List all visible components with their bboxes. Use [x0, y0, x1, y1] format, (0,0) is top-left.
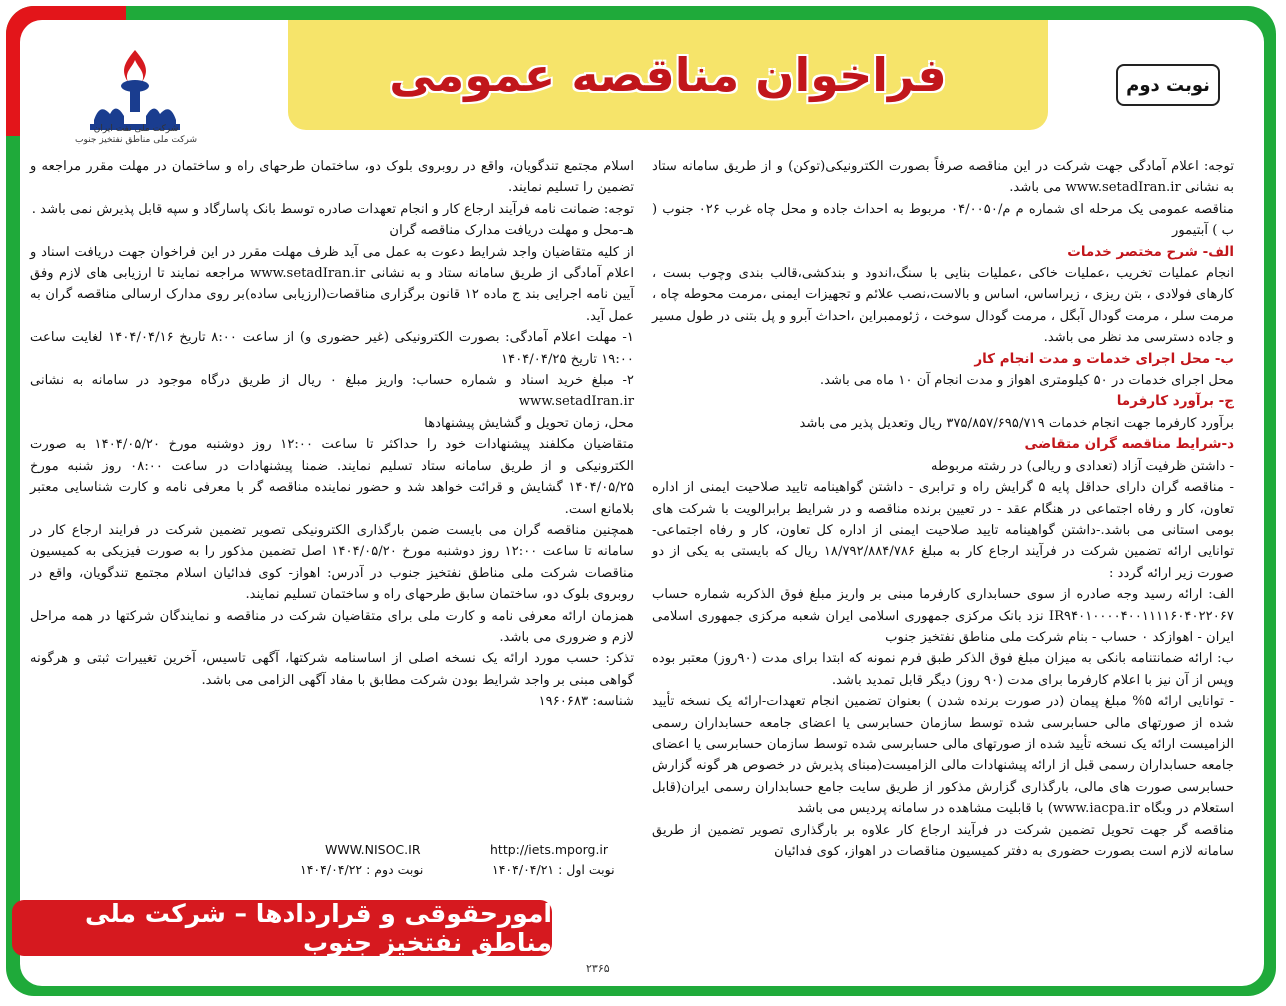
section-d-item: - مناقصه گران دارای حداقل پایه ۵ گرایش راه و ترابری - داشتن گواهینامه تایید صلاحیت ایمنی از اداره تعاون، کار و رفاه اجتماعی در هنگام عقد - در تعیین برنده مناقصه و در شرایط برابرالویت با شرکت های بومی استانی می باشد.-داشتن گواهینامه تایید صلاحیت ایمنی از اداره کل تعاون، کار و رفاه اجتماعی- توانایی ارائه تضمین شرکت در فرآیند ارجاع کار به مبلغ ۱۸/۷۹۲/۸۸۴/۷۸۶ ریال که بایستی به یکی از دو صورت زیر ارائه گردد :: [652, 480, 1234, 581]
left-column: [30, 156, 634, 713]
section-b-title: ب- محل اجرای خدمات و مدت انجام کار: [974, 350, 1234, 367]
section-d-item: - توانایی ارائه ۵% مبلغ پیمان (در صورت برنده شدن ) بعنوان تضمین انجام تعهدات-ارائه یک نسخه تأیید شده از صورتهای مالی حسابرسی شده توسط سازمان حسابرسی یا اعضای جامعه حسابداران رسمی الزامیست ارائه یک نسخه تأیید شده از صورتهای مالی حسابرسی شده توسط سازمان حسابرسی یا اعضای جامعه حسابداران رسمی قبل از ارائه پیشنهادات مالی الزامیست(مبنای پذیرش در خصوص هر گونه گزارش حسابرسی صورت های مالی، بارگذاری گزارش مذکور از طریق سایت جامع حسابداران رسمی ایران(قابل استعلام در وبگاه www.iacpa.ir) با قابلیت مشاهده در سامانه پردیس می باشد: [652, 694, 1234, 817]
paragraph: متقاضیان مکلفند پیشنهادات خود را حداکثر تا ساعت ۱۲:۰۰ روز دوشنبه مورخ ۱۴۰۴/۰۵/۲۰ به صورت الکترونیکی و از طریق سامانه ستاد تسلیم نمایند. ضمنا پیشنهادات در ساعت ۰۸:۰۰ روز شنبه مورخ ۱۴۰۴/۰۵/۲۵ گشایش و قرائت خواهد شد و حضور نماینده مناقصه گر با معرفی نامه و کارت شناسایی معتبر بلامانع است.: [30, 437, 635, 517]
site-link-nisoc[interactable]: WWW.NISOC.IR: [325, 842, 421, 857]
subheading: هـ-محل و مهلت دریافت مدارک مناقصه گران: [389, 223, 634, 239]
section-d-item: الف: ارائه رسید وجه صادره از سوی حسابداری کارفرما مبنی بر واریز مبلغ فوق الذکربه شماره حساب IR۹۴۰۱۰۰۰۰۴۰۰۱۱۱۱۶۰۴۰۲۲۰۶۷ نزد بانک مرکزی جمهوری اسلامی ایران شعبه مرکزی جمهوری اسلامی ایران - اهوازکد ۰ حساب - بنام شرکت ملی مناطق نفتخیز جنوب: [652, 587, 1234, 645]
paragraph: توجه: ضمانت نامه فرآیند ارجاع کار و انجام تعهدات صادره توسط بانک پاسارگاد و سپه قابل پذیرش نمی باشد .: [31, 201, 634, 217]
paragraph: همچنین مناقصه گران می بایست ضمن بارگذاری الکترونیکی تصویر تضمین شرکت در فرایند ارجاع کار در سامانه تا ساعت ۱۲:۰۰ روز دوشنبه مورخ ۱۴۰۴/۰۵/۲۰ اصل تضمین مذکور را به صورت فیزیکی به کمیسیون مناقصات شرکت ملی مناطق نفتخیز جنوب در آدرس: اهواز- کوی فدائیان اسلام مجتمع تندگویان، واقع در روبروی بلوک دو، ساختمان سابق طرحهای راه و ساختمان تسلیم نمایند.: [30, 522, 634, 603]
paragraph: ۲- مبلغ خرید اسناد و شماره حساب: واریز مبلغ ۰ ریال از طریق درگاه موجود در سامانه به نشانی www.setadIran.ir: [30, 373, 634, 410]
round-stamp: نوبت دوم: [1116, 64, 1220, 106]
section-c-title: ج- برآورد کارفرما: [1116, 393, 1234, 410]
right-column: [652, 156, 1234, 862]
section-a-text: انجام عملیات تخریب ،عملیات خاکی ،عملیات بنایی با سنگ،اندود و بندکشی،قالب بندی وچوب بست ، کارهای فولادی ، بتن ریزی ، زیراساس، اساس و بالاست،نصب علائم و تجهیزات ایمنی ،مرمت محوطه چاه ، مرمت سلر ، مرمت گودال آبگل ، مرمت گودال سوخت ، ژئوممبراین ،احداث آبرو و پل بتنی در طول مسیر و جاده دسترسی مد نظر می باشد.: [652, 266, 1234, 346]
paragraph: ۱- مهلت اعلام آمادگی: بصورت الکترونیکی (غیر حضوری و) از ساعت ۸:۰۰ تاریخ ۱۴۰۴/۰۴/۱۶ لغایت ساعت ۱۹:۰۰ تاریخ ۱۴۰۴/۰۴/۲۵: [30, 330, 634, 367]
paragraph: از کلیه متقاضیان واجد شرایط دعوت به عمل می آید ظرف مهلت مقرر در این فراخوان جهت دریافت اسناد و اعلام آمادگی از طریق سامانه ستاد و به نشانی www.setadIran.ir مراجعه نمایند تا ارزیابی های لازم وفق آیین نامه اجرایی بند ج ماده ۱۲ قانون برگزاری مناقصات(ارزیابی ساده)بر روی مدارک ارسالی مناقصه گران به عمل آید.: [30, 244, 635, 324]
site-link-iets[interactable]: http://iets.mporg.ir: [490, 842, 609, 857]
advertisement-body: [20, 20, 1264, 986]
logo-caption: شرکت ملی نفت ایران شرکت ملی مناطق نفتخیز جنوب: [75, 124, 197, 145]
issuer-banner-text: امورحقوقی و قراردادها – شرکت ملی مناطق نفتخیز جنوب: [85, 899, 552, 957]
paragraph: همزمان ارائه معرفی نامه و کارت ملی برای متقاضیان شرکت در مناقصه و نمایندگان شرکتها در همه مراحل لازم و ضروری می باشد.: [30, 608, 634, 645]
section-a-title: الف- شرح مختصر خدمات: [1067, 243, 1234, 260]
section-c-text: برآورد کارفرما جهت انجام خدمات ۳۷۵/۸۵۷/۶۹۵/۷۱۹ ریال وتعدیل پذیر می باشد: [799, 415, 1234, 431]
subheading: محل، زمان تحویل و گشایش پیشنهادها: [424, 415, 634, 431]
section-d-item: مناقصه گر جهت تحویل تضمین شرکت در فرآیند ارجاع کار علاوه بر بارگذاری تصویر تضمین از طریق سامانه لازم است بصورت حضوری به دفتر کمیسیون مناقصات در اهواز، کوی فدائیان: [652, 822, 1234, 859]
title-box: [288, 20, 1048, 130]
tracking-id: شناسه: ۱۹۶۰۶۸۳: [538, 694, 634, 710]
tender-number: مناقصه عمومی یک مرحله ای شماره م م/۰۴/۰۰۵۰ مربوط به احداث جاده و محل چاه غرب ۰۲۶ جنوب ( ب ) آبتیمور: [652, 201, 1234, 239]
second-round-date: نوبت دوم : ۱۴۰۴/۰۴/۲۲: [300, 862, 424, 877]
paragraph: تذکر: حسب مورد ارائه یک نسخه اصلی از اساسنامه شرکتها، آگهی تاسیس، آخرین تغییرات ثبتی و هرگونه گواهی مبنی بر واجد شرایط بودن شرکت مطابق با مفاد آگهی الزامی می باشد.: [30, 651, 634, 688]
section-d-item: ب: ارائه ضمانتنامه بانکی به میزان مبلغ فوق الذکر طبق فرم نمونه که ابتدا برای مدت (۹۰روز) معتبر بوده وپس از آن نیز با اعلام کارفرما برای مدت (۹۰ روز) دیگر قابل تمدید باشد.: [652, 651, 1234, 688]
page-title: فراخوان مناقصه عمومی: [389, 48, 947, 102]
section-b-text: محل اجرای خدمات در ۵۰ کیلومتری اهواز و مدت انجام آن ۱۰ ماه می باشد.: [819, 373, 1234, 389]
notice-text: توجه: اعلام آمادگی جهت شرکت در این مناقصه صرفاً بصورت الکترونیکی(توکن) و از طریق سامانه ستاد به نشانی www.setadIran.ir می باشد.: [652, 159, 1234, 196]
paragraph: اسلام مجتمع تندگویان، واقع در روبروی بلوک دو، ساختمان طرحهای راه و ساختمان در مهلت مقرر مراجعه و تضمین را تسلیم نمایند.: [30, 159, 634, 196]
section-d-item: - داشتن ظرفیت آزاد (تعدادی و ریالی) در رشته مربوطه: [931, 458, 1234, 474]
section-d-title: د-شرایط مناقصه گران متقاضی: [1024, 436, 1234, 453]
first-round-date: نوبت اول : ۱۴۰۴/۰۴/۲۱: [492, 862, 615, 877]
page-number: ۲۳۶۵: [586, 962, 610, 975]
issuer-banner: [12, 900, 552, 956]
